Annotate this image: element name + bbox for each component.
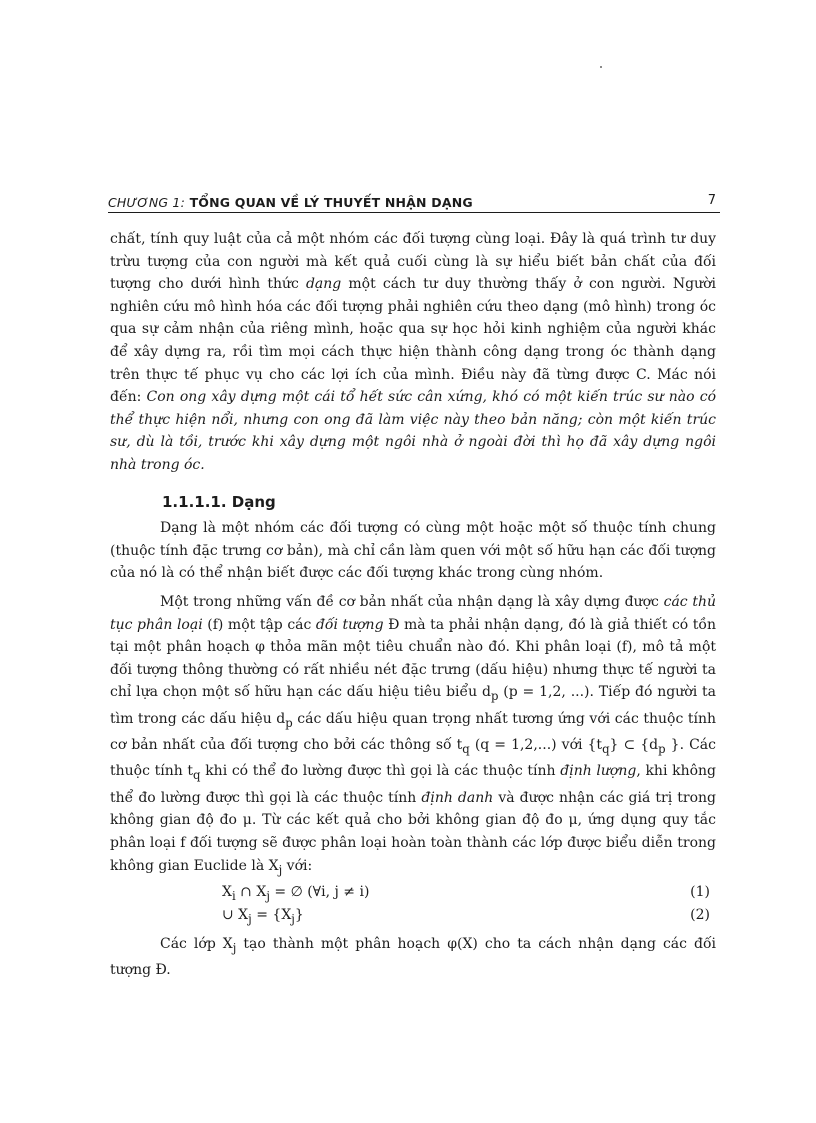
subscript: p	[490, 689, 499, 704]
emphasis: đối tượng	[315, 616, 384, 633]
closing-paragraph	[110, 933, 716, 982]
emphasis: định lượng	[560, 763, 637, 780]
text: = ∅ (∀i, j ≠ i)	[269, 884, 370, 901]
subscript: j	[291, 911, 295, 926]
classification-paragraph	[110, 591, 716, 881]
text: }	[294, 907, 304, 924]
text: = {X	[251, 907, 292, 924]
equation-2-body	[222, 904, 304, 930]
text: Một trong những vấn đề cơ bản nhất của nhận dạng là xây dựng được	[160, 593, 664, 610]
text: ∩ X	[235, 884, 267, 901]
equation-2	[110, 904, 716, 927]
text: Đ mà ta phải nhận dạng, đó là giả thiết có tồn tại một phân hoạch φ thỏa mãn một tiêu chuẩn nào đó. Khi phân loại (f), mô tả một đối tượng thông thường có rất nhiều nét đặc trưng (dấu hiệu) nhưng thực tế người ta chỉ lựa chọn một số hữu hạn các dấu hiệu tiêu biểu d	[110, 616, 716, 701]
intro-text-1: chất, tính quy luật của cả một nhóm các đối tượng cùng loại. Đây là quá trình tư duy trừu tượng của con người mà kết quả cuối cùng là sự hiểu biết bản chất của đối tượng cho dưới hình thức	[110, 231, 716, 293]
scan-speck	[600, 66, 602, 68]
subscript: i	[231, 888, 236, 903]
text: X	[222, 884, 232, 901]
intro-emphasis: dạng	[305, 276, 342, 293]
equation-1	[110, 881, 716, 904]
definition-paragraph: Dạng là một nhóm các đối tượng có cùng một hoặc một số thuộc tính chung (thuộc tính đặc trưng cơ bản), mà chỉ cần làm quen với một số hữu hạn các đối tượng của nó là có thể nhận biết được các đối tượng khác trong cùng nhóm.	[110, 520, 716, 582]
emphasis: các thủ tục phân loại	[110, 593, 716, 633]
text: }. Các thuộc tính t	[110, 737, 716, 780]
subscript: j	[278, 862, 283, 877]
text: Các lớp X	[160, 936, 233, 953]
section-title: 1.1.1.1. Dạng	[162, 492, 276, 511]
subscript: j	[248, 911, 252, 926]
text: (f) một tập các	[202, 616, 316, 633]
text: tạo thành một phân hoạch φ(X) cho ta cách nhận dạng các đối tượng Đ.	[110, 936, 717, 979]
chapter-title: TỔNG QUAN VỀ LÝ THUYẾT NHẬN DẠNG	[189, 195, 473, 210]
text: ∪ X	[222, 907, 249, 924]
running-header	[108, 190, 720, 213]
equation-1-number: (1)	[690, 884, 710, 901]
text: các dấu hiệu quan trọng nhất tương ứng với các thuộc tính cơ bản nhất của đối tượng cho bởi các thông số t	[110, 710, 717, 754]
intro-text-2: một cách tư duy thường thấy ở con người. Người nghiên cứu mô hình hóa các đối tượng phải nghiên cứu theo dạng (mô hình) trong óc qua sự cảm nhận của riêng mình, hoặc qua sự học hỏi kinh nghiệm của người khác để xây dựng ra, rồi tìm mọi cách thực hiện thành công dạng trong óc thành dạng trên thực tế phục vụ cho các lợi ích của mình. Điều này đã từng được C. Mác nói đến:	[110, 276, 716, 406]
intro-paragraph	[110, 228, 716, 477]
chapter-label: CHƯƠNG 1:	[108, 195, 185, 210]
text: và được nhận các giá trị trong không gian độ đo μ. Từ các kết quả cho bởi không gian độ đo μ, ứng dụng quy tắc phân loại f đối tượng sẽ được phân loại hoàn toàn thành các lớp được biểu diễn trong không gian Euclide là X	[110, 789, 716, 874]
subscript: p	[658, 741, 666, 756]
text: khi có thể đo lường được thì gọi là các thuộc tính	[200, 763, 561, 780]
subscript: j	[232, 940, 237, 955]
page-body	[110, 228, 716, 982]
text: , khi không thể đo lường được thì gọi là các thuộc tính	[110, 763, 716, 806]
subscript: p	[285, 715, 293, 730]
subscript: q	[462, 741, 470, 756]
subscript: q	[193, 768, 201, 783]
text: với:	[282, 857, 313, 874]
subscript: q	[602, 741, 610, 756]
emphasis: định danh	[421, 789, 494, 806]
marx-quote: Con ong xây dựng một cái tổ hết sức cân xứng, khó có một kiến trúc sư nào có thể thực hiện nổi, nhưng con ong đã làm việc này theo bản năng; còn một kiến trúc sư, dù là tồi, trước khi xây dựng một ngôi nhà ở ngoài đời thì họ đã xây dựng ngôi nhà trong óc.	[110, 389, 716, 473]
page-number: 7	[707, 193, 716, 208]
text: } ⊂ {d	[609, 737, 659, 754]
subscript: j	[266, 888, 270, 903]
text: (p = 1,2, ...). Tiếp đó người ta tìm trong các dấu hiệu d	[110, 684, 716, 727]
text: (q = 1,2,...) với {t	[469, 737, 603, 754]
equation-2-number: (2)	[690, 907, 710, 924]
chapter-heading	[108, 195, 473, 210]
